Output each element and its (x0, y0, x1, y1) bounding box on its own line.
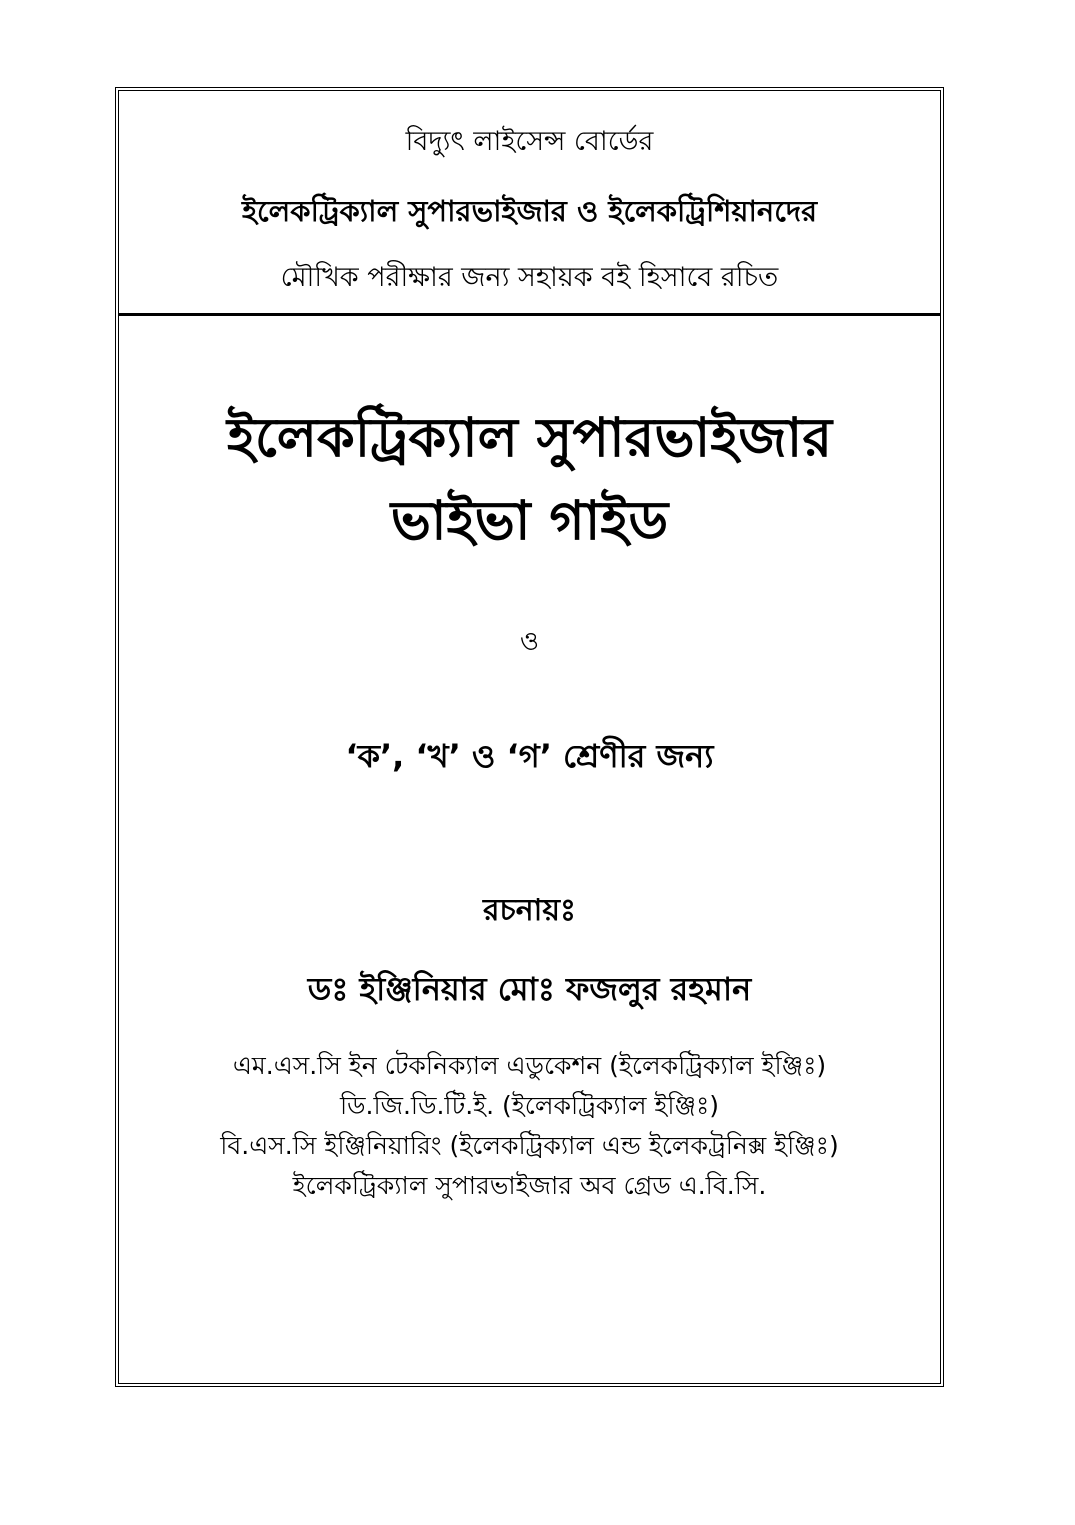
qualification: ইলেকট্রিক্যাল সুপারভাইজার অব গ্রেড এ.বি.সি. (292, 1171, 767, 1200)
qualification: এম.এস.সি ইন টেকনিক্যাল এডুকেশন (ইলেকট্রিক্যাল ইঞ্জিঃ) (232, 1051, 827, 1080)
qualification: ডি.জি.ডি.টি.ই. (ইলেকট্রিক্যাল ইঞ্জিঃ) (339, 1091, 720, 1120)
book-title-line-1: ইলেকট্রিক্যাল সুপারভাইজার (226, 406, 833, 469)
byline-label: রচনায়ঃ (483, 893, 576, 928)
header-line-3: মৌখিক পরীক্ষার জন্য সহায়ক বই হিসাবে রচিত (280, 262, 779, 293)
conjunction: ও (519, 627, 540, 657)
book-title-line-2: ভাইভা গাইড (390, 489, 669, 552)
header-line-1: বিদ্যুৎ লাইসেন্স বোর্ডের (405, 126, 654, 157)
class-info: ‘ক’, ‘খ’ ও ‘গ’ শ্রেণীর জন্য (345, 737, 714, 775)
header-line-2: ইলেকট্রিক্যাল সুপারভাইজার ও ইলেকট্রিশিয়ানদের (241, 194, 818, 228)
page-border (115, 87, 944, 1387)
author-name: ডঃ ইঞ্জিনিয়ার মোঃ ফজলুর রহমান (307, 970, 752, 1008)
qualification: বি.এস.সি ইঞ্জিনিয়ারিং (ইলেকট্রিক্যাল এন্ড ইলেকট্রনিক্স ইঞ্জিঃ) (220, 1131, 839, 1160)
header-box (119, 91, 940, 316)
